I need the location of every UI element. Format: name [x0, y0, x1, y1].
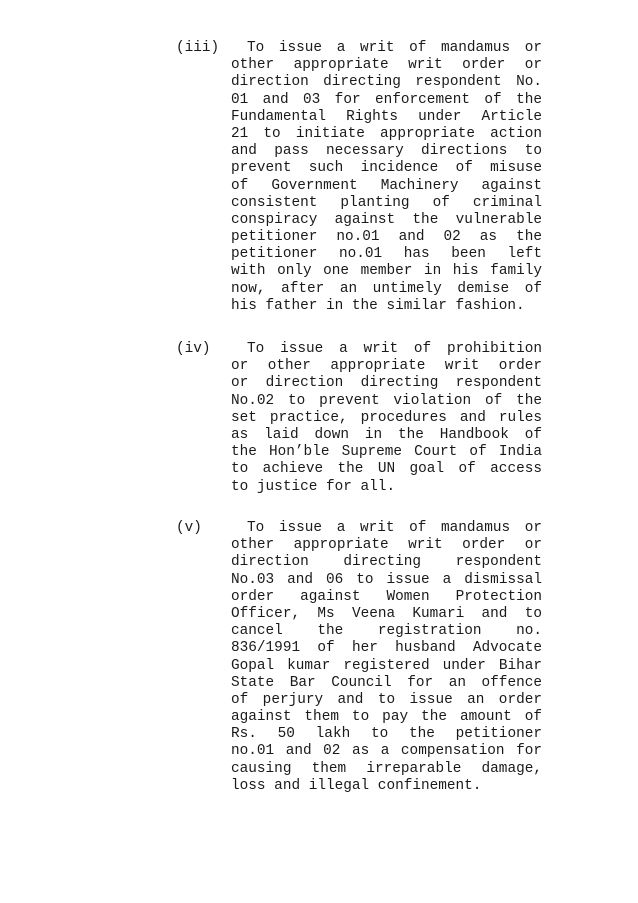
text-line: cancel the registration no. — [231, 623, 542, 640]
prayer-text — [231, 520, 542, 795]
text-line: To issue a writ of mandamus or — [247, 40, 542, 56]
text-line: causing them irreparable damage, — [231, 760, 542, 777]
text-line: State Bar Council for an offence — [231, 674, 542, 691]
text-line: the Hon’ble Supreme Court of India — [231, 444, 542, 461]
prayer-text — [231, 341, 542, 496]
text-line: No.03 and 06 to issue a dismissal — [231, 571, 542, 588]
text-line: Rs. 50 lakh to the petitioner — [231, 726, 542, 743]
text-line: No.02 to prevent violation of the — [231, 392, 542, 409]
text-line: 21 to initiate appropriate action — [231, 125, 542, 142]
text-line: other appropriate writ order or — [231, 537, 542, 554]
text-line: set practice, procedures and rules — [231, 409, 542, 426]
text-line: of perjury and to issue an order — [231, 691, 542, 708]
text-line: against them to pay the amount of — [231, 709, 542, 726]
text-line: as laid down in the Handbook of — [231, 426, 542, 443]
text-line: prevent such incidence of misuse — [231, 160, 542, 177]
prayer-number: (iv) — [176, 341, 211, 357]
text-line: Fundamental Rights under Article — [231, 108, 542, 125]
text-line: consistent planting of criminal — [231, 194, 542, 211]
text-line: and pass necessary directions to — [231, 143, 542, 160]
text-line: direction directing respondent No. — [231, 74, 542, 91]
text-line: or direction directing respondent — [231, 375, 542, 392]
text-line: no.01 and 02 as a compensation for — [231, 743, 542, 760]
text-line: conspiracy against the vulnerable — [231, 211, 542, 228]
text-line: loss and illegal confinement. — [231, 777, 482, 794]
text-line: petitioner no.01 has been left — [231, 246, 542, 263]
text-line: direction directing respondent — [231, 554, 542, 571]
text-line: Gopal kumar registered under Bihar — [231, 657, 542, 674]
text-line: now, after an untimely demise of — [231, 280, 542, 297]
text-line: other appropriate writ order or — [231, 57, 542, 74]
text-line: 836/1991 of her husband Advocate — [231, 640, 542, 657]
text-line: To issue a writ of mandamus or — [247, 520, 542, 536]
text-line: petitioner no.01 and 02 as the — [231, 229, 542, 246]
text-line: to achieve the UN goal of access — [231, 461, 542, 478]
text-line: his father in the similar fashion. — [231, 297, 525, 314]
text-line: 01 and 03 for enforcement of the — [231, 91, 542, 108]
text-line: or other appropriate writ order — [231, 358, 542, 375]
text-line: with only one member in his family — [231, 263, 542, 280]
text-line: To issue a writ of prohibition — [247, 341, 542, 357]
text-line: order against Women Protection — [231, 588, 542, 605]
text-line: Officer, Ms Veena Kumari and to — [231, 605, 542, 622]
prayer-number: (v) — [176, 520, 202, 536]
prayer-number: (iii) — [176, 40, 220, 56]
text-line: of Government Machinery against — [231, 177, 542, 194]
prayer-text — [231, 40, 542, 315]
text-line: to justice for all. — [231, 478, 396, 495]
